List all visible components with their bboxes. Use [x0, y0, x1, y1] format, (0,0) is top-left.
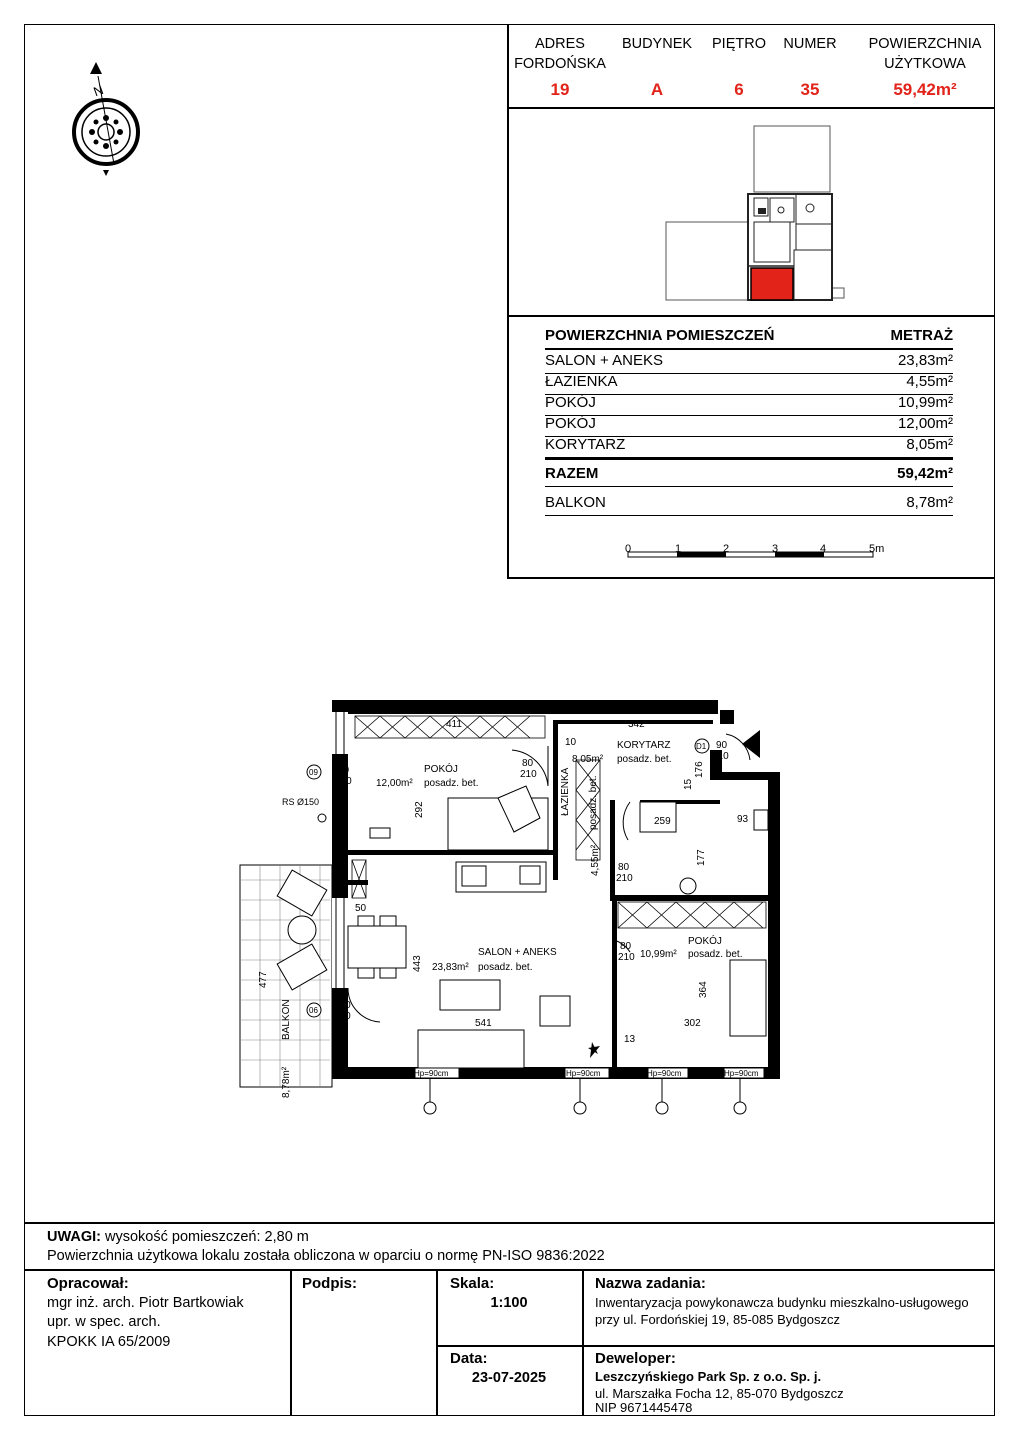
scale-bar-graphic — [620, 548, 890, 564]
dimension: 292 — [414, 801, 425, 818]
opracowal-line: mgr inż. arch. Piotr Bartkowiak — [47, 1295, 244, 1311]
room-row — [545, 436, 953, 458]
dimension: 90 — [716, 740, 728, 751]
room-area: 10,99m² — [897, 394, 953, 411]
scale-tick: 5m — [869, 543, 885, 555]
budynek-label: BUDYNEK — [621, 36, 693, 52]
powierzchnia-label: POWIERZCHNIA UŻYTKOWA — [868, 36, 982, 72]
divider — [436, 1269, 438, 1416]
room-name: KORYTARZ — [545, 436, 626, 453]
data-value: 23-07-2025 — [471, 1370, 547, 1386]
room-area-label: 8,05m² — [572, 754, 604, 765]
room-name: POKÓJ — [545, 415, 596, 432]
budynek-value: A — [650, 80, 664, 99]
dimension: 150 — [335, 776, 352, 787]
scale-tick: 0 — [625, 543, 632, 555]
room-area-label: 8,78m² — [281, 1066, 292, 1098]
dimension: 477 — [258, 971, 269, 988]
room-label-pokoj: POKÓJ — [424, 764, 458, 775]
dimension: 210 — [616, 873, 633, 884]
divider — [290, 1269, 292, 1416]
dimension: 411 — [446, 719, 462, 730]
marker-06: 06 — [309, 1006, 318, 1015]
scale-tick: 4 — [820, 543, 827, 555]
opracowal-line: KPOKK IA 65/2009 — [47, 1334, 171, 1350]
dimension: 176 — [694, 761, 705, 778]
total-area: 59,42m² — [897, 465, 953, 482]
divider — [436, 1345, 995, 1347]
skala-value: 1:100 — [490, 1295, 528, 1311]
dimension: 177 — [696, 849, 707, 866]
divider — [582, 1269, 584, 1416]
room-label-lazienka: ŁAZIENKA — [560, 767, 571, 816]
zadanie-line: przy ul. Fordońskiej 19, 85-085 Bydgoszcz — [595, 1312, 840, 1327]
room-label-pokoj: POKÓJ — [688, 936, 722, 947]
total-row — [545, 465, 953, 487]
divider — [507, 107, 995, 109]
opracowal-line: upr. w spec. arch. — [47, 1314, 161, 1330]
adres-label: ADRES FORDOŃSKA — [514, 36, 606, 72]
pietro-label: PIĘTRO — [712, 36, 766, 52]
opracowal-label: Opracował: — [47, 1275, 129, 1292]
entrance-arrow-icon — [742, 730, 760, 758]
balcony-row — [545, 494, 953, 516]
dimension: 93 — [737, 814, 749, 825]
numer-value: 35 — [800, 80, 820, 99]
powierzchnia-value: 59,42m² — [893, 80, 957, 99]
scale-tick: 1 — [675, 543, 682, 555]
divider — [507, 577, 995, 579]
apartment-highlight — [751, 268, 793, 300]
notes-uwagi — [47, 1229, 309, 1245]
room-area: 12,00m² — [897, 415, 953, 432]
divider — [24, 1222, 995, 1224]
dimension: 10 — [565, 737, 577, 748]
marker-09: 09 — [309, 768, 318, 777]
dimension: 80 — [618, 862, 630, 873]
dimension: 541 — [475, 1018, 492, 1029]
adres-value: 19 — [550, 80, 570, 99]
uwagi-label: UWAGI: — [47, 1229, 101, 1245]
dimension: 210 — [712, 751, 729, 762]
window-height: Hp=90cm — [566, 1069, 601, 1078]
deweloper-line: Leszczyńskiego Park Sp. z o.o. Sp. j. — [595, 1369, 822, 1384]
room-floor-label: posadz. bet. — [478, 962, 533, 973]
room-area-label: 10,99m² — [640, 949, 677, 960]
balcony-area — [240, 865, 332, 1087]
rooms-table-metraz: METRAŻ — [890, 327, 953, 344]
window-height: Hp=90cm — [414, 1069, 449, 1078]
building-key-plan — [660, 124, 850, 304]
window-height: Hp=90cm — [647, 1069, 682, 1078]
room-label-balkon: BALKON — [281, 999, 292, 1040]
room-row — [545, 415, 953, 437]
divider — [545, 348, 953, 350]
data-label: Data: — [450, 1350, 488, 1367]
room-floor-label: posadz. bet. — [424, 778, 479, 789]
marker-d1: D1 — [696, 742, 707, 751]
zadanie-line: Inwentaryzacja powykonawcza budynku mieszkalno-usługowego — [595, 1295, 969, 1310]
dimension: 210 — [520, 769, 537, 780]
room-row — [545, 373, 953, 395]
dimension: 342 — [628, 719, 645, 730]
window-height: Hp=90cm — [724, 1069, 759, 1078]
dimension: 13 — [624, 1034, 636, 1045]
dimension: 80 — [522, 758, 534, 769]
room-area-label: 23,83m² — [432, 962, 469, 973]
room-label-salon: SALON + ANEKS — [478, 947, 557, 958]
rs-label: RS Ø150 — [282, 797, 320, 807]
room-area-label: 12,00m² — [376, 778, 413, 789]
deweloper-label: Deweloper: — [595, 1350, 676, 1367]
room-area-label: 4,55m² — [590, 844, 601, 876]
deweloper-line: ul. Marszałka Focha 12, 85-070 Bydgoszcz — [595, 1386, 844, 1401]
dimension: 302 — [684, 1018, 701, 1029]
deweloper-line: NIP 9671445478 — [595, 1400, 693, 1415]
room-floor-label: posadz. bet. — [688, 949, 743, 960]
divider — [24, 1269, 995, 1271]
rooms-table-title: POWIERZCHNIA POMIESZCZEŃ — [545, 327, 775, 344]
dimension: 50 — [355, 903, 367, 914]
room-area: 4,55m² — [906, 373, 953, 390]
room-area: 8,05m² — [906, 436, 953, 453]
compass-north-icon — [66, 56, 162, 184]
skala-label: Skala: — [450, 1275, 495, 1292]
dimension: 15 — [683, 778, 694, 790]
uwagi-text: wysokość pomieszczeń: 2,80 m — [100, 1229, 309, 1245]
svg-text:N: N — [91, 81, 106, 100]
dimension: 364 — [698, 981, 709, 998]
room-name: ŁAZIENKA — [545, 373, 618, 390]
dimension: 259 — [654, 816, 671, 827]
room-area: 23,83m² — [897, 352, 953, 369]
numer-label: NUMER — [783, 36, 837, 52]
room-floor-label: posadz. bet. — [617, 754, 672, 765]
divider — [507, 315, 995, 317]
room-row — [545, 352, 953, 374]
room-label-korytarz: KORYTARZ — [617, 740, 671, 751]
dimension: 210 — [618, 952, 635, 963]
dimension: 240 — [334, 1011, 351, 1022]
dimension: 80 — [620, 941, 632, 952]
scale-tick: 3 — [772, 543, 779, 555]
room-name: SALON + ANEKS — [545, 352, 663, 369]
dimension: 443 — [412, 955, 423, 972]
floor-plan — [230, 690, 790, 1130]
zadanie-label: Nazwa zadania: — [595, 1275, 706, 1292]
balcony-name: BALKON — [545, 494, 606, 511]
room-floor-label: posadz. bet. — [588, 775, 599, 830]
dimension: 90 — [338, 765, 350, 776]
dimension: 240 — [334, 1000, 351, 1011]
total-name: RAZEM — [545, 465, 599, 482]
divider — [545, 458, 953, 460]
podpis-label: Podpis: — [302, 1275, 357, 1292]
balcony-area: 8,78m² — [906, 494, 953, 511]
notes-line2: Powierzchnia użytkowa lokalu została obliczona w oparciu o normę PN-ISO 9836:2022 — [47, 1248, 605, 1264]
scale-tick: 2 — [723, 543, 730, 555]
room-name: POKÓJ — [545, 394, 596, 411]
room-row — [545, 394, 953, 416]
pietro-value: 6 — [734, 80, 744, 99]
